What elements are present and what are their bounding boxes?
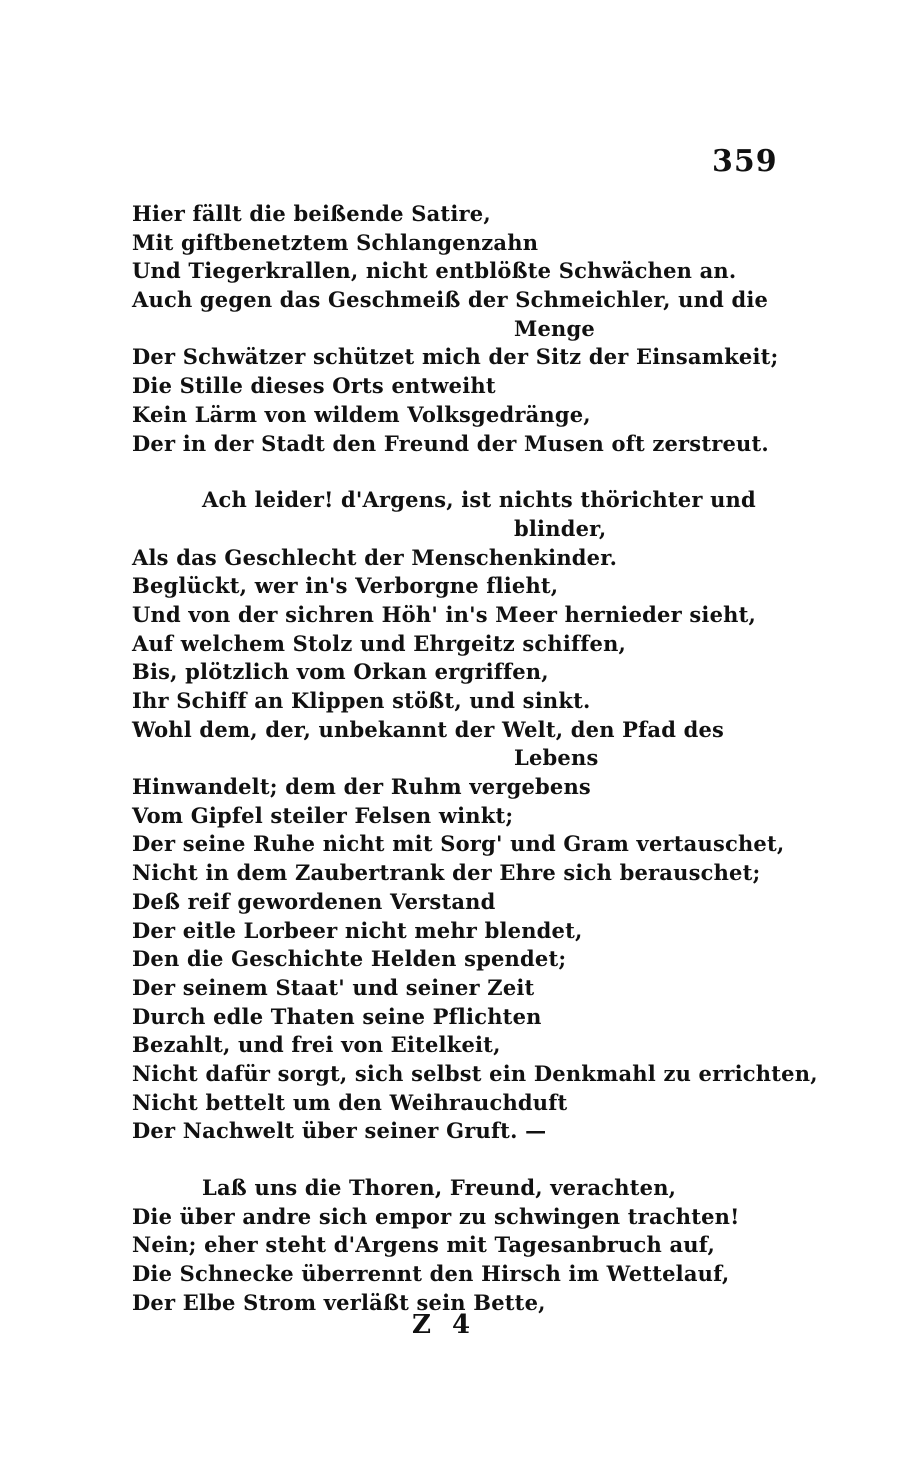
poem-line-continuation: Lebens <box>514 745 599 771</box>
poem-line-continuation: blinder, <box>514 515 607 541</box>
stanza-gap <box>132 1146 772 1174</box>
signature-mark: Z 4 <box>412 1310 477 1340</box>
poem-line: Der Nachwelt über seiner Gruft. — <box>132 1118 547 1144</box>
poem-line: Den die Geschichte Helden spendet; <box>132 946 567 972</box>
poem-line: Der in der Stadt den Freund der Musen oft zerstreut. <box>132 430 769 456</box>
poem-line: Nein; eher steht d'Argens mit Tagesanbruch auf, <box>132 1232 716 1258</box>
poem-line: Nicht dafür sorgt, sich selbst ein Denkmahl zu errichten, <box>132 1060 818 1086</box>
stanza-gap <box>132 458 772 486</box>
poem-line-continuation: Menge <box>514 315 595 341</box>
poem-line: Auch gegen das Geschmeiß der Schmeichler, und die <box>132 287 769 313</box>
page-number: 359 <box>712 144 778 179</box>
poem-line: Der Elbe Strom verläßt sein Bette, <box>132 1289 546 1315</box>
poem-line: Wohl dem, der, unbekannt der Welt, den Pfad des <box>132 716 725 742</box>
poem-line: Mit giftbenetztem Schlangenzahn <box>132 229 539 255</box>
poem-line: Die Schnecke überrennt den Hirsch im Wettelauf, <box>132 1261 730 1287</box>
poem-line: Ach leider! d'Argens, ist nichts thörichter und <box>202 487 756 513</box>
poem-line: Bis, plötzlich vom Orkan ergriffen, <box>132 659 549 685</box>
poem-line: Deß reif gewordenen Verstand <box>132 888 496 914</box>
poem-text <box>132 200 818 1317</box>
poem-line: Und von der sichren Höh' in's Meer hernieder sieht, <box>132 601 757 627</box>
poem-line: Durch edle Thaten seine Pflichten <box>132 1003 542 1029</box>
poem-line: Nicht in dem Zaubertrank der Ehre sich berauschet; <box>132 860 761 886</box>
poem-line: Vom Gipfel steiler Felsen winkt; <box>132 802 514 828</box>
poem-line: Nicht bettelt um den Weihrauchduft <box>132 1089 568 1115</box>
poem-line: Der eitle Lorbeer nicht mehr blendet, <box>132 917 583 943</box>
poem-line: Laß uns die Thoren, Freund, verachten, <box>202 1175 677 1200</box>
poem-line: Auf welchem Stolz und Ehrgeitz schiffen, <box>132 630 627 656</box>
poem-line: Der seinem Staat' und seiner Zeit <box>132 974 535 1000</box>
poem-line: Die über andre sich empor zu schwingen trachten! <box>132 1203 740 1229</box>
poem-line: Hier fällt die beißende Satire, <box>132 201 491 226</box>
poem-line: Bezahlt, und frei von Eitelkeit, <box>132 1032 501 1058</box>
poem-line: Hinwandelt; dem der Ruhm vergebens <box>132 774 591 800</box>
poem-line: Die Stille dieses Orts entweiht <box>132 373 496 399</box>
poem-line: Ihr Schiff an Klippen stößt, und sinkt. <box>132 688 591 713</box>
poem-line: Kein Lärm von wildem Volksgedränge, <box>132 401 591 427</box>
poem-line: Der seine Ruhe nicht mit Sorg' und Gram vertauschet, <box>132 831 785 857</box>
poem-line: Und Tiegerkrallen, nicht entblößte Schwächen an. <box>132 258 737 284</box>
poem-line: Der Schwätzer schützet mich der Sitz der Einsamkeit; <box>132 344 779 370</box>
poem-line: Als das Geschlecht der Menschenkinder. <box>132 544 618 570</box>
poem-line: Beglückt, wer in's Verborgne flieht, <box>132 573 559 599</box>
